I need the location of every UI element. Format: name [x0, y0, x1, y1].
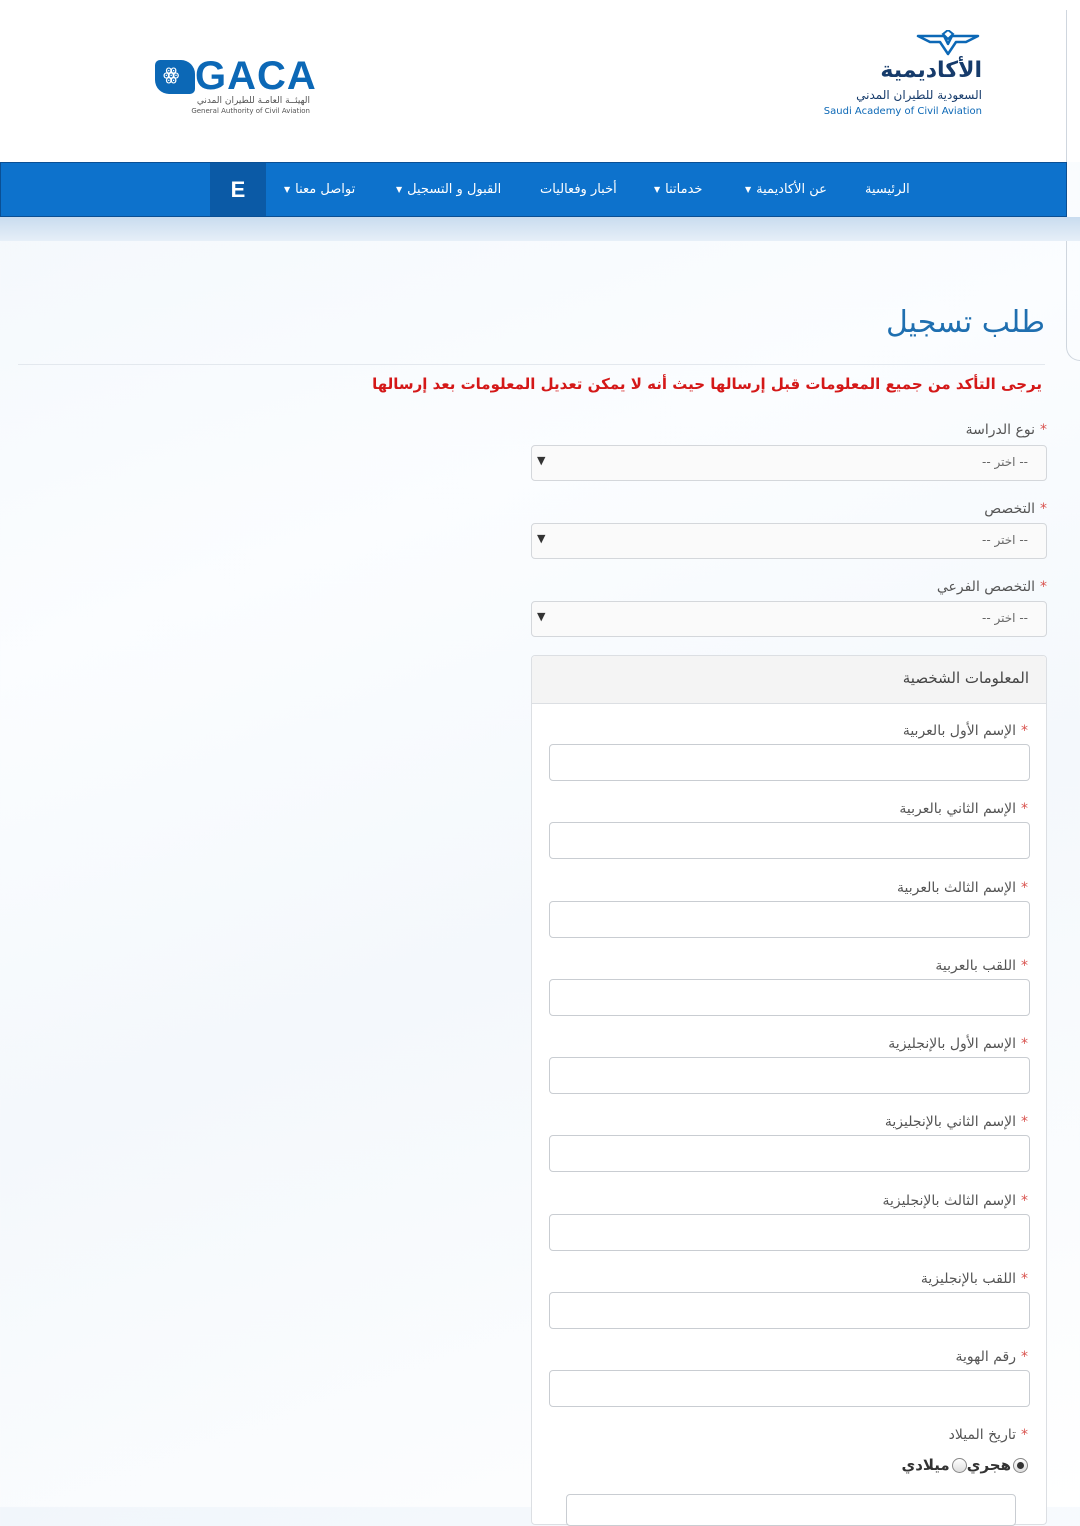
- first-name-en-label: [888, 1036, 1028, 1052]
- dropdown-arrow-icon: ▼: [537, 454, 546, 467]
- hijri-radio-label[interactable]: هجري: [966, 1456, 1011, 1474]
- required-mark: *: [1040, 579, 1047, 595]
- nav-item-label: الرئيسية: [865, 182, 910, 197]
- nav-item-label: القبول و التسجيل: [407, 182, 502, 197]
- surname-ar-input[interactable]: [549, 979, 1030, 1016]
- warning-message: يرجى التأكد من جميع المعلومات قبل إرسالها حيث أنه لا يمكن تعديل المعلومات بعد إرسالها: [372, 375, 1042, 393]
- page-title: طلب تسجيل: [885, 305, 1045, 340]
- required-mark: *: [1021, 958, 1028, 974]
- second-name-en-label: [885, 1114, 1028, 1130]
- required-mark: *: [1021, 1114, 1028, 1130]
- sub-specialization-label: [937, 579, 1047, 595]
- second-name-en-input[interactable]: [549, 1135, 1030, 1172]
- third-name-ar-input[interactable]: [549, 901, 1030, 938]
- nav-item-about[interactable]: [745, 163, 827, 216]
- gaca-emblem-icon: [155, 60, 195, 94]
- nav-item-admission[interactable]: [396, 163, 501, 216]
- gaca-emblem-glyph: ꙮ: [163, 65, 180, 85]
- surname-ar-label: [935, 958, 1028, 974]
- personal-info-panel-header: [532, 656, 1046, 704]
- gaca-logo-word: GACA: [195, 54, 317, 98]
- second-name-ar-label-text: الإسم الثاني بالعربية: [899, 801, 1016, 817]
- chevron-down-icon: ▼: [745, 185, 752, 194]
- surname-en-input[interactable]: [549, 1292, 1030, 1329]
- required-mark: *: [1021, 723, 1028, 739]
- id-number-input[interactable]: [549, 1370, 1030, 1407]
- specialization-select[interactable]: [531, 523, 1047, 559]
- nav-item-contact[interactable]: [284, 163, 355, 216]
- required-mark: *: [1021, 1427, 1028, 1443]
- study-type-select[interactable]: [531, 445, 1047, 481]
- first-name-en-label-text: الإسم الأول بالإنجليزية: [888, 1036, 1016, 1052]
- first-name-ar-label: [903, 723, 1028, 739]
- required-mark: *: [1021, 880, 1028, 896]
- personal-info-panel-title: المعلومات الشخصية: [902, 669, 1029, 687]
- academy-logo-title: الأكاديمية: [880, 58, 982, 83]
- study-type-select-value: -- اختر --: [982, 455, 1028, 469]
- required-mark: *: [1021, 1271, 1028, 1287]
- chevron-down-icon: ▼: [654, 185, 661, 194]
- study-type-label-text: نوع الدراسة: [965, 422, 1035, 438]
- birth-date-label: [949, 1427, 1028, 1443]
- birth-date-input[interactable]: [566, 1494, 1016, 1526]
- second-name-ar-input[interactable]: [549, 822, 1030, 859]
- specialization-label: [984, 501, 1047, 517]
- gregorian-radio-label[interactable]: ميلادي: [901, 1456, 950, 1474]
- nav-item-label: أخبار وفعاليات: [540, 182, 617, 197]
- required-mark: *: [1040, 422, 1047, 438]
- title-divider: [18, 364, 1045, 365]
- second-name-ar-label: [899, 801, 1028, 817]
- nav-shadow: [0, 217, 1080, 241]
- surname-en-label: [921, 1271, 1028, 1287]
- third-name-en-input[interactable]: [549, 1214, 1030, 1251]
- academy-wings-icon: [916, 30, 980, 56]
- surname-ar-label-text: اللقب بالعربية: [935, 958, 1016, 974]
- gaca-logo-arabic: الهيئــة العامـة للطيران المدني: [196, 96, 310, 106]
- sub-specialization-select-value: -- اختر --: [982, 611, 1028, 625]
- academy-logo-english: Saudi Academy of Civil Aviation: [823, 106, 982, 117]
- personal-info-panel: [531, 655, 1047, 1525]
- gregorian-radio[interactable]: [952, 1458, 967, 1473]
- first-name-ar-input[interactable]: [549, 744, 1030, 781]
- language-switch-button[interactable]: E: [210, 163, 266, 216]
- nav-item-label: خدماتنا: [665, 182, 703, 197]
- sub-specialization-label-text: التخصص الفرعي: [936, 579, 1035, 595]
- third-name-en-label-text: الإسم الثالث بالإنجليزية: [882, 1193, 1016, 1209]
- birth-date-calendar-options: [901, 1456, 1028, 1474]
- dropdown-arrow-icon: ▼: [537, 532, 546, 545]
- first-name-en-input[interactable]: [549, 1057, 1030, 1094]
- required-mark: *: [1021, 801, 1028, 817]
- nav-item-news[interactable]: [540, 163, 617, 216]
- dropdown-arrow-icon: ▼: [537, 610, 546, 623]
- required-mark: *: [1021, 1036, 1028, 1052]
- nav-item-label: عن الأكاديمية: [756, 182, 827, 197]
- nav-item-label: تواصل معنا: [295, 182, 356, 197]
- main-navbar: [0, 162, 1067, 217]
- nav-item-home[interactable]: [865, 163, 910, 216]
- second-name-en-label-text: الإسم الثاني بالإنجليزية: [884, 1114, 1016, 1130]
- sub-specialization-select[interactable]: [531, 601, 1047, 637]
- id-number-label: [956, 1349, 1028, 1365]
- third-name-ar-label: [897, 880, 1028, 896]
- nav-item-services[interactable]: [654, 163, 702, 216]
- chevron-down-icon: ▼: [396, 185, 403, 194]
- required-mark: *: [1040, 501, 1047, 517]
- specialization-select-value: -- اختر --: [982, 533, 1028, 547]
- required-mark: *: [1021, 1349, 1028, 1365]
- specialization-label-text: التخصص: [984, 501, 1035, 517]
- gaca-logo-english: General Authority of Civil Aviation: [191, 107, 310, 115]
- chevron-down-icon: ▼: [284, 185, 291, 194]
- third-name-ar-label-text: الإسم الثالث بالعربية: [896, 880, 1016, 896]
- hijri-radio[interactable]: [1013, 1458, 1028, 1473]
- required-mark: *: [1021, 1193, 1028, 1209]
- first-name-ar-label-text: الإسم الأول بالعربية: [902, 723, 1016, 739]
- third-name-en-label: [882, 1193, 1028, 1209]
- gaca-logo[interactable]: [155, 54, 317, 118]
- birth-date-label-text: تاريخ الميلاد: [948, 1427, 1016, 1443]
- surname-en-label-text: اللقب بالإنجليزية: [920, 1271, 1016, 1287]
- id-number-label-text: رقم الهوية: [955, 1349, 1016, 1365]
- academy-logo[interactable]: [815, 30, 990, 125]
- study-type-label: [966, 422, 1047, 438]
- site-header: [0, 0, 1080, 162]
- academy-logo-subtitle: السعودية للطيران المدني: [856, 88, 982, 102]
- side-frame: [1066, 10, 1080, 361]
